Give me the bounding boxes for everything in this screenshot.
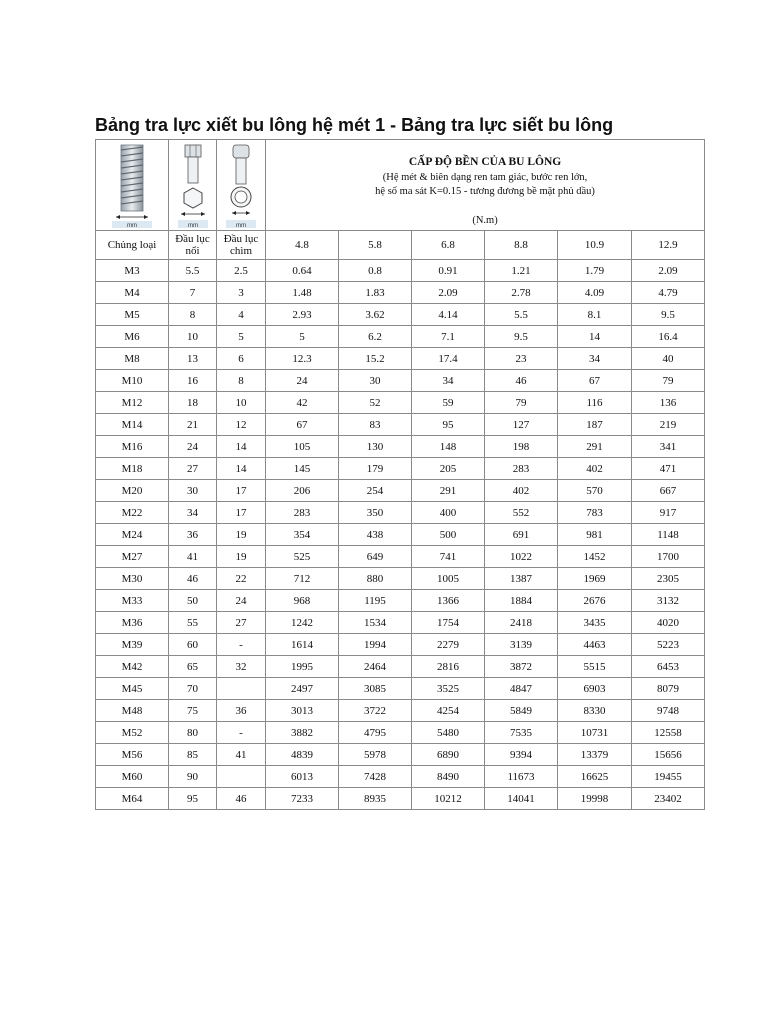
table-cell: 880 <box>339 568 412 590</box>
table-cell: 9748 <box>632 700 705 722</box>
image-header-row <box>96 140 705 231</box>
table-row <box>96 634 705 656</box>
table-cell: 3013 <box>266 700 339 722</box>
table-cell: 5849 <box>485 700 558 722</box>
table-cell: 3139 <box>485 634 558 656</box>
table-cell: 570 <box>558 480 632 502</box>
table-cell: 3132 <box>632 590 705 612</box>
bolt-size-cell: M5 <box>96 304 169 326</box>
bolt-size-cell: M48 <box>96 700 169 722</box>
table-cell: 1969 <box>558 568 632 590</box>
table-cell: 2.09 <box>632 260 705 282</box>
table-cell: 9.5 <box>485 326 558 348</box>
bolt-size-cell: M30 <box>96 568 169 590</box>
table-cell: 24 <box>217 590 266 612</box>
table-cell: 1195 <box>339 590 412 612</box>
table-cell: 148 <box>412 436 485 458</box>
grade-header <box>266 140 705 231</box>
table-cell: 85 <box>169 744 217 766</box>
bolt-size-cell: M22 <box>96 502 169 524</box>
table-cell: 187 <box>558 414 632 436</box>
table-cell: 9394 <box>485 744 558 766</box>
table-cell: 30 <box>169 480 217 502</box>
table-cell: 1.83 <box>339 282 412 304</box>
hex-head-bolt-icon <box>178 142 208 228</box>
table-cell: 402 <box>485 480 558 502</box>
bolt-size-cell: M24 <box>96 524 169 546</box>
table-cell: 10731 <box>558 722 632 744</box>
table-cell: 52 <box>339 392 412 414</box>
table-row <box>96 326 705 348</box>
table-row <box>96 788 705 810</box>
table-cell: 2497 <box>266 678 339 700</box>
table-cell: 130 <box>339 436 412 458</box>
table-row <box>96 414 705 436</box>
table-cell: 471 <box>632 458 705 480</box>
bolt-size-cell: M64 <box>96 788 169 810</box>
table-cell: 1614 <box>266 634 339 656</box>
table-cell: 1005 <box>412 568 485 590</box>
table-row <box>96 722 705 744</box>
table-cell: 981 <box>558 524 632 546</box>
table-cell: 14 <box>217 458 266 480</box>
col-header-grade: 5.8 <box>339 231 412 260</box>
table-cell: 14041 <box>485 788 558 810</box>
table-cell: 13379 <box>558 744 632 766</box>
bolt-size-cell: M4 <box>96 282 169 304</box>
table-cell: 6890 <box>412 744 485 766</box>
table-cell: 18 <box>169 392 217 414</box>
table-cell: 0.91 <box>412 260 485 282</box>
table-row <box>96 260 705 282</box>
bolt-size-cell: M60 <box>96 766 169 788</box>
table-cell: 667 <box>632 480 705 502</box>
bolt-size-cell: M16 <box>96 436 169 458</box>
hex-icon-cell <box>169 140 217 231</box>
table-row <box>96 436 705 458</box>
table-cell: 649 <box>339 546 412 568</box>
table-cell: 400 <box>412 502 485 524</box>
table-cell: 9.5 <box>632 304 705 326</box>
table-cell: 5480 <box>412 722 485 744</box>
table-row <box>96 502 705 524</box>
table-cell: 40 <box>632 348 705 370</box>
table-cell: 19455 <box>632 766 705 788</box>
bolt-size-cell: M56 <box>96 744 169 766</box>
table-cell: 10 <box>217 392 266 414</box>
table-cell: 4254 <box>412 700 485 722</box>
table-cell: 4.09 <box>558 282 632 304</box>
table-cell: 32 <box>217 656 266 678</box>
table-cell: 42 <box>266 392 339 414</box>
table-cell: 1387 <box>485 568 558 590</box>
bolt-size-cell: M12 <box>96 392 169 414</box>
table-cell: 2418 <box>485 612 558 634</box>
table-cell: 55 <box>169 612 217 634</box>
table-cell: 21 <box>169 414 217 436</box>
table-cell: 16 <box>169 370 217 392</box>
table-cell: 34 <box>412 370 485 392</box>
table-cell: 968 <box>266 590 339 612</box>
table-cell: 23402 <box>632 788 705 810</box>
table-cell: 741 <box>412 546 485 568</box>
table-cell: 1754 <box>412 612 485 634</box>
table-cell: 1534 <box>339 612 412 634</box>
table-cell: 30 <box>339 370 412 392</box>
table-row <box>96 370 705 392</box>
table-cell: 5.5 <box>169 260 217 282</box>
table-cell: 8.1 <box>558 304 632 326</box>
table-cell: 15.2 <box>339 348 412 370</box>
table-cell: 2.09 <box>412 282 485 304</box>
table-cell: 7535 <box>485 722 558 744</box>
table-cell: 1242 <box>266 612 339 634</box>
table-cell: 525 <box>266 546 339 568</box>
grade-title: CẤP ĐỘ BỀN CỦA BU LÔNG <box>408 156 562 168</box>
table-cell: 4463 <box>558 634 632 656</box>
table-cell: 4.79 <box>632 282 705 304</box>
table-cell: 22 <box>217 568 266 590</box>
table-cell: 350 <box>339 502 412 524</box>
table-cell: 16625 <box>558 766 632 788</box>
table-cell: 6 <box>217 348 266 370</box>
col-header-hex: Đầu lục nổi <box>169 231 217 260</box>
table-cell: 4020 <box>632 612 705 634</box>
table-row <box>96 612 705 634</box>
table-cell: 3435 <box>558 612 632 634</box>
table-cell: 691 <box>485 524 558 546</box>
svg-text:mm: mm <box>187 223 198 228</box>
table-cell: 19 <box>217 546 266 568</box>
table-cell: 8490 <box>412 766 485 788</box>
table-cell: 10212 <box>412 788 485 810</box>
table-cell: 83 <box>339 414 412 436</box>
table-row <box>96 568 705 590</box>
table-cell: 1994 <box>339 634 412 656</box>
table-row <box>96 480 705 502</box>
table-cell: 8330 <box>558 700 632 722</box>
table-cell: 6453 <box>632 656 705 678</box>
table-row <box>96 524 705 546</box>
table-cell: 3525 <box>412 678 485 700</box>
table-cell: 90 <box>169 766 217 788</box>
table-cell: 136 <box>632 392 705 414</box>
bolt-size-cell: M10 <box>96 370 169 392</box>
table-cell: 46 <box>485 370 558 392</box>
table-cell: 219 <box>632 414 705 436</box>
table-cell: 17 <box>217 502 266 524</box>
bolt-size-cell: M8 <box>96 348 169 370</box>
col-header-grade: 8.8 <box>485 231 558 260</box>
table-cell: 6903 <box>558 678 632 700</box>
table-cell: 59 <box>412 392 485 414</box>
table-cell: 3085 <box>339 678 412 700</box>
table-cell: 2.93 <box>266 304 339 326</box>
table-row <box>96 282 705 304</box>
bolt-size-cell: M42 <box>96 656 169 678</box>
bolt-size-cell: M20 <box>96 480 169 502</box>
table-cell: 17 <box>217 480 266 502</box>
table-cell: 354 <box>266 524 339 546</box>
table-cell: 1148 <box>632 524 705 546</box>
col-header-socket: Đầu lục chìm <box>217 231 266 260</box>
table-cell: 1.48 <box>266 282 339 304</box>
socket-head-bolt-icon <box>226 142 256 228</box>
table-cell: 67 <box>558 370 632 392</box>
table-cell: 283 <box>266 502 339 524</box>
col-header-grade: 6.8 <box>412 231 485 260</box>
table-cell: 5515 <box>558 656 632 678</box>
table-cell <box>217 678 266 700</box>
table-cell: 917 <box>632 502 705 524</box>
table-cell: 95 <box>412 414 485 436</box>
table-cell: 712 <box>266 568 339 590</box>
table-cell: 8 <box>217 370 266 392</box>
table-cell: 3722 <box>339 700 412 722</box>
table-cell: 2.78 <box>485 282 558 304</box>
bolt-size-cell: M33 <box>96 590 169 612</box>
table-cell: 13 <box>169 348 217 370</box>
table-row <box>96 546 705 568</box>
table-cell: 4795 <box>339 722 412 744</box>
table-cell: 24 <box>266 370 339 392</box>
table-cell: 6.2 <box>339 326 412 348</box>
table-cell: 36 <box>217 700 266 722</box>
table-cell: 4.14 <box>412 304 485 326</box>
table-cell: 34 <box>169 502 217 524</box>
thread-icon-cell <box>96 140 169 231</box>
table-cell: 5 <box>266 326 339 348</box>
table-cell: 552 <box>485 502 558 524</box>
table-cell: 3.62 <box>339 304 412 326</box>
table-cell: 6013 <box>266 766 339 788</box>
table-cell: 19 <box>217 524 266 546</box>
table-cell: 1452 <box>558 546 632 568</box>
svg-text:mm: mm <box>127 223 137 228</box>
table-cell: 0.8 <box>339 260 412 282</box>
table-cell: 116 <box>558 392 632 414</box>
table-row <box>96 348 705 370</box>
table-row <box>96 304 705 326</box>
table-cell: 291 <box>412 480 485 502</box>
bolt-size-cell: M14 <box>96 414 169 436</box>
table-cell: 27 <box>217 612 266 634</box>
table-cell <box>217 766 266 788</box>
unit-label: (N.m) <box>472 215 498 226</box>
table-cell: 80 <box>169 722 217 744</box>
table-cell: 50 <box>169 590 217 612</box>
table-cell: 198 <box>485 436 558 458</box>
table-cell: 206 <box>266 480 339 502</box>
table-cell: 179 <box>339 458 412 480</box>
table-cell: 438 <box>339 524 412 546</box>
col-header-grade: 12.9 <box>632 231 705 260</box>
col-header-type: Chủng loại <box>96 231 169 260</box>
table-cell: 65 <box>169 656 217 678</box>
col-header-grade: 4.8 <box>266 231 339 260</box>
table-cell: 3872 <box>485 656 558 678</box>
table-cell: 7 <box>169 282 217 304</box>
table-cell: 8079 <box>632 678 705 700</box>
col-header-grade: 10.9 <box>558 231 632 260</box>
table-cell: 7428 <box>339 766 412 788</box>
table-cell: 2816 <box>412 656 485 678</box>
table-cell: 1700 <box>632 546 705 568</box>
table-cell: 24 <box>169 436 217 458</box>
table-cell: 1995 <box>266 656 339 678</box>
table-cell: 95 <box>169 788 217 810</box>
table-cell: 4 <box>217 304 266 326</box>
table-cell: 0.64 <box>266 260 339 282</box>
table-cell: 5978 <box>339 744 412 766</box>
table-cell: 8 <box>169 304 217 326</box>
grade-subtitle-2: hệ số ma sát K=0.15 - tương đương bề mặt phủ dầu) <box>375 186 595 197</box>
table-cell: 4839 <box>266 744 339 766</box>
table-cell: 1022 <box>485 546 558 568</box>
table-cell: 14 <box>558 326 632 348</box>
table-cell: 283 <box>485 458 558 480</box>
table-cell: 3882 <box>266 722 339 744</box>
svg-text:mm: mm <box>236 223 246 228</box>
table-cell: 15656 <box>632 744 705 766</box>
table-cell: 27 <box>169 458 217 480</box>
table-cell: 2305 <box>632 568 705 590</box>
table-cell: 5 <box>217 326 266 348</box>
table-cell: 17.4 <box>412 348 485 370</box>
table-row <box>96 744 705 766</box>
table-cell: 4847 <box>485 678 558 700</box>
table-cell: 783 <box>558 502 632 524</box>
table-cell: 8935 <box>339 788 412 810</box>
table-cell: 2464 <box>339 656 412 678</box>
table-cell: 12.3 <box>266 348 339 370</box>
table-cell: 145 <box>266 458 339 480</box>
bolt-size-cell: M18 <box>96 458 169 480</box>
bolt-size-cell: M27 <box>96 546 169 568</box>
table-row <box>96 678 705 700</box>
table-cell: 16.4 <box>632 326 705 348</box>
table-cell: 1.79 <box>558 260 632 282</box>
table-cell: 500 <box>412 524 485 546</box>
table-cell: 46 <box>169 568 217 590</box>
table-cell: 12 <box>217 414 266 436</box>
table-cell: 41 <box>217 744 266 766</box>
table-cell: 1366 <box>412 590 485 612</box>
bolt-size-cell: M52 <box>96 722 169 744</box>
table-row <box>96 700 705 722</box>
bolt-size-cell: M45 <box>96 678 169 700</box>
table-cell: 79 <box>485 392 558 414</box>
table-cell: 75 <box>169 700 217 722</box>
table-cell: 2676 <box>558 590 632 612</box>
table-cell: 79 <box>632 370 705 392</box>
column-header-row <box>96 231 705 260</box>
table-cell: 341 <box>632 436 705 458</box>
table-cell: - <box>217 722 266 744</box>
table-cell: 14 <box>217 436 266 458</box>
table-cell: 105 <box>266 436 339 458</box>
bolt-size-cell: M3 <box>96 260 169 282</box>
grade-subtitle-1: (Hệ mét & biên dạng ren tam giác, bước ren lớn, <box>382 172 588 183</box>
table-cell: 67 <box>266 414 339 436</box>
table-row <box>96 458 705 480</box>
table-cell: 2279 <box>412 634 485 656</box>
socket-icon-cell <box>217 140 266 231</box>
table-cell: 12558 <box>632 722 705 744</box>
table-cell: 10 <box>169 326 217 348</box>
bolt-size-cell: M6 <box>96 326 169 348</box>
table-cell: 254 <box>339 480 412 502</box>
table-cell: 60 <box>169 634 217 656</box>
table-cell: 402 <box>558 458 632 480</box>
table-cell: 127 <box>485 414 558 436</box>
table-cell: 1.21 <box>485 260 558 282</box>
table-cell: 7233 <box>266 788 339 810</box>
bolt-size-cell: M39 <box>96 634 169 656</box>
table-row <box>96 766 705 788</box>
table-cell: 3 <box>217 282 266 304</box>
table-cell: 70 <box>169 678 217 700</box>
table-row <box>96 590 705 612</box>
table-cell: 34 <box>558 348 632 370</box>
bolt-size-cell: M36 <box>96 612 169 634</box>
table-cell: 46 <box>217 788 266 810</box>
table-cell: 291 <box>558 436 632 458</box>
table-cell: 5.5 <box>485 304 558 326</box>
page-title: Bảng tra lực xiết bu lông hệ mét 1 - Bảng tra lực siết bu lông <box>95 115 614 135</box>
table-cell: 1884 <box>485 590 558 612</box>
table-cell: 23 <box>485 348 558 370</box>
table-cell: 205 <box>412 458 485 480</box>
table-row <box>96 656 705 678</box>
table-cell: 41 <box>169 546 217 568</box>
table-cell: 36 <box>169 524 217 546</box>
table-row <box>96 392 705 414</box>
torque-table <box>95 139 705 810</box>
table-cell: 7.1 <box>412 326 485 348</box>
table-cell: - <box>217 634 266 656</box>
thread-bolt-icon <box>112 142 152 228</box>
table-cell: 2.5 <box>217 260 266 282</box>
table-cell: 11673 <box>485 766 558 788</box>
table-cell: 19998 <box>558 788 632 810</box>
table-cell: 5223 <box>632 634 705 656</box>
